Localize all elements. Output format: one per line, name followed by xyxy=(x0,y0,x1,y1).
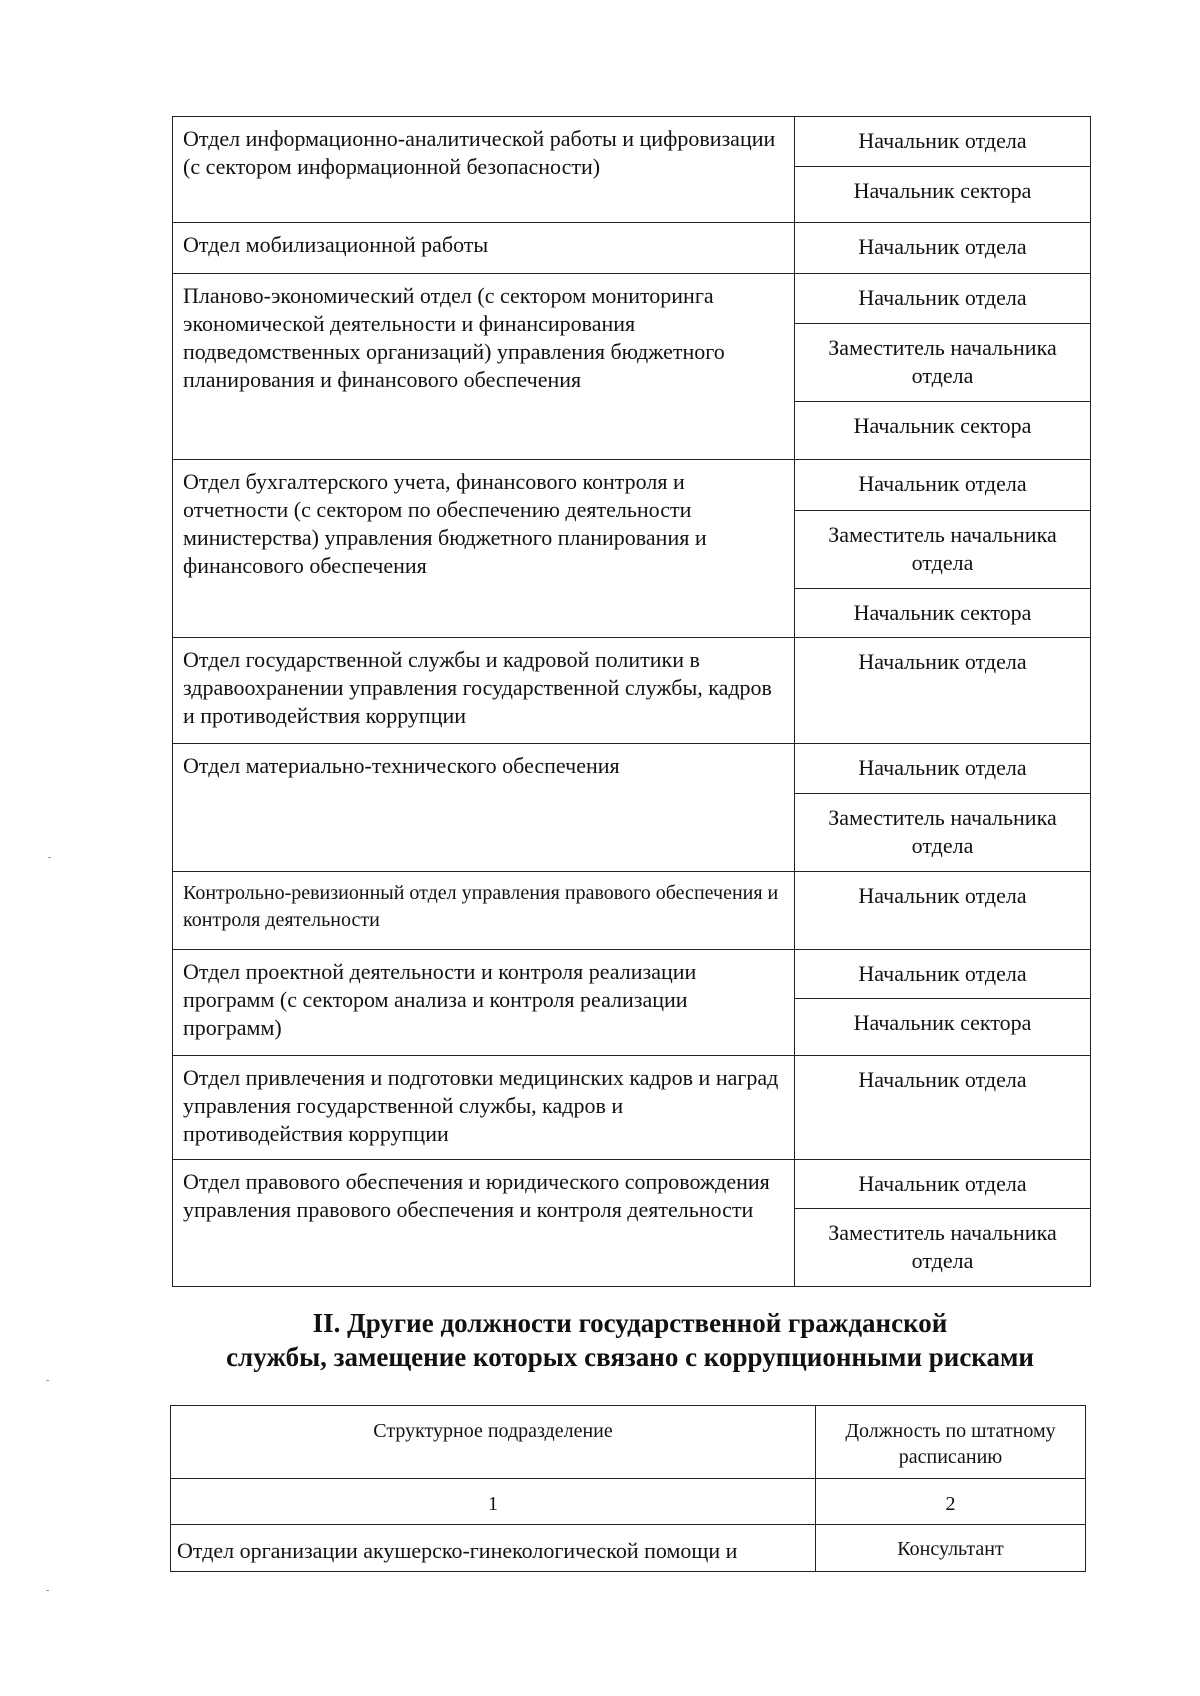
margin-mark xyxy=(46,1380,49,1381)
section-heading xyxy=(180,1306,1080,1374)
positions-table xyxy=(172,116,1091,1287)
column-header: Должность по штатному расписанию xyxy=(816,1406,1086,1479)
department-cell: Отдел правового обеспечения и юридического сопровождения управления правового обеспечения и контроля деятельности xyxy=(173,1160,795,1287)
position-cell: Начальник сектора xyxy=(795,999,1091,1056)
margin-mark xyxy=(48,857,51,858)
department-cell: Контрольно-ревизионный отдел управления правового обеспечения и контроля деятельности xyxy=(173,872,795,950)
table-header-row xyxy=(171,1406,1086,1479)
department-cell: Отдел материально-технического обеспечения xyxy=(173,744,795,872)
table-row xyxy=(171,1525,1086,1572)
position-cell: Начальник отдела xyxy=(795,274,1091,324)
table-row xyxy=(173,274,1091,324)
column-header: Структурное подразделение xyxy=(171,1406,816,1479)
table-row xyxy=(173,117,1091,167)
section-heading-line: II. Другие должности государственной гражданской xyxy=(312,1308,948,1338)
department-cell: Отдел государственной службы и кадровой политики в здравоохранении управления государственной службы, кадров и противодействия коррупции xyxy=(173,638,795,744)
position-cell: Заместитель начальника отдела xyxy=(795,511,1091,589)
position-cell: Начальник отдела xyxy=(795,638,1091,744)
department-cell: Отдел бухгалтерского учета, финансового контроля и отчетности (с сектором по обеспечению деятельности министерства) управления бюджетного планирования и финансового обеспечения xyxy=(173,460,795,638)
column-number: 1 xyxy=(171,1479,816,1525)
department-cell: Планово-экономический отдел (с сектором мониторинга экономической деятельности и финансирования подведомственных организаций) управления бюджетного планирования и финансового обеспечения xyxy=(173,274,795,460)
position-cell: Начальник отдела xyxy=(795,950,1091,999)
department-cell: Отдел организации акушерско-гинекологической помощи и xyxy=(171,1525,816,1572)
table-row xyxy=(173,1160,1091,1209)
table-row xyxy=(173,872,1091,950)
table-row xyxy=(173,460,1091,511)
table-row xyxy=(173,744,1091,794)
position-cell: Заместитель начальника отдела xyxy=(795,324,1091,402)
position-cell: Начальник сектора xyxy=(795,167,1091,223)
margin-mark xyxy=(46,1590,49,1591)
table-row xyxy=(173,638,1091,744)
table-row xyxy=(173,950,1091,999)
position-cell: Консультант xyxy=(816,1525,1086,1572)
department-cell: Отдел информационно-аналитической работы и цифровизации (с сектором информационной безопасности) xyxy=(173,117,795,223)
section-heading-line: службы, замещение которых связано с коррупционными рисками xyxy=(226,1342,1034,1372)
position-cell: Начальник отдела xyxy=(795,744,1091,794)
position-cell: Начальник отдела xyxy=(795,223,1091,274)
position-cell: Начальник отдела xyxy=(795,872,1091,950)
department-cell: Отдел привлечения и подготовки медицинских кадров и наград управления государственной службы, кадров и противодействия коррупции xyxy=(173,1056,795,1160)
position-cell: Заместитель начальника отдела xyxy=(795,1209,1091,1287)
position-cell: Начальник отдела xyxy=(795,117,1091,167)
department-cell: Отдел проектной деятельности и контроля реализации программ (с сектором анализа и контроля реализации программ) xyxy=(173,950,795,1056)
position-cell: Начальник отдела xyxy=(795,460,1091,511)
table-row xyxy=(173,223,1091,274)
position-cell: Начальник отдела xyxy=(795,1160,1091,1209)
column-number: 2 xyxy=(816,1479,1086,1525)
position-cell: Заместитель начальника отдела xyxy=(795,794,1091,872)
other-positions-table xyxy=(170,1405,1086,1572)
department-cell: Отдел мобилизационной работы xyxy=(173,223,795,274)
position-cell: Начальник отдела xyxy=(795,1056,1091,1160)
column-number-row xyxy=(171,1479,1086,1525)
position-cell: Начальник сектора xyxy=(795,589,1091,638)
position-cell: Начальник сектора xyxy=(795,402,1091,460)
table-row xyxy=(173,1056,1091,1160)
